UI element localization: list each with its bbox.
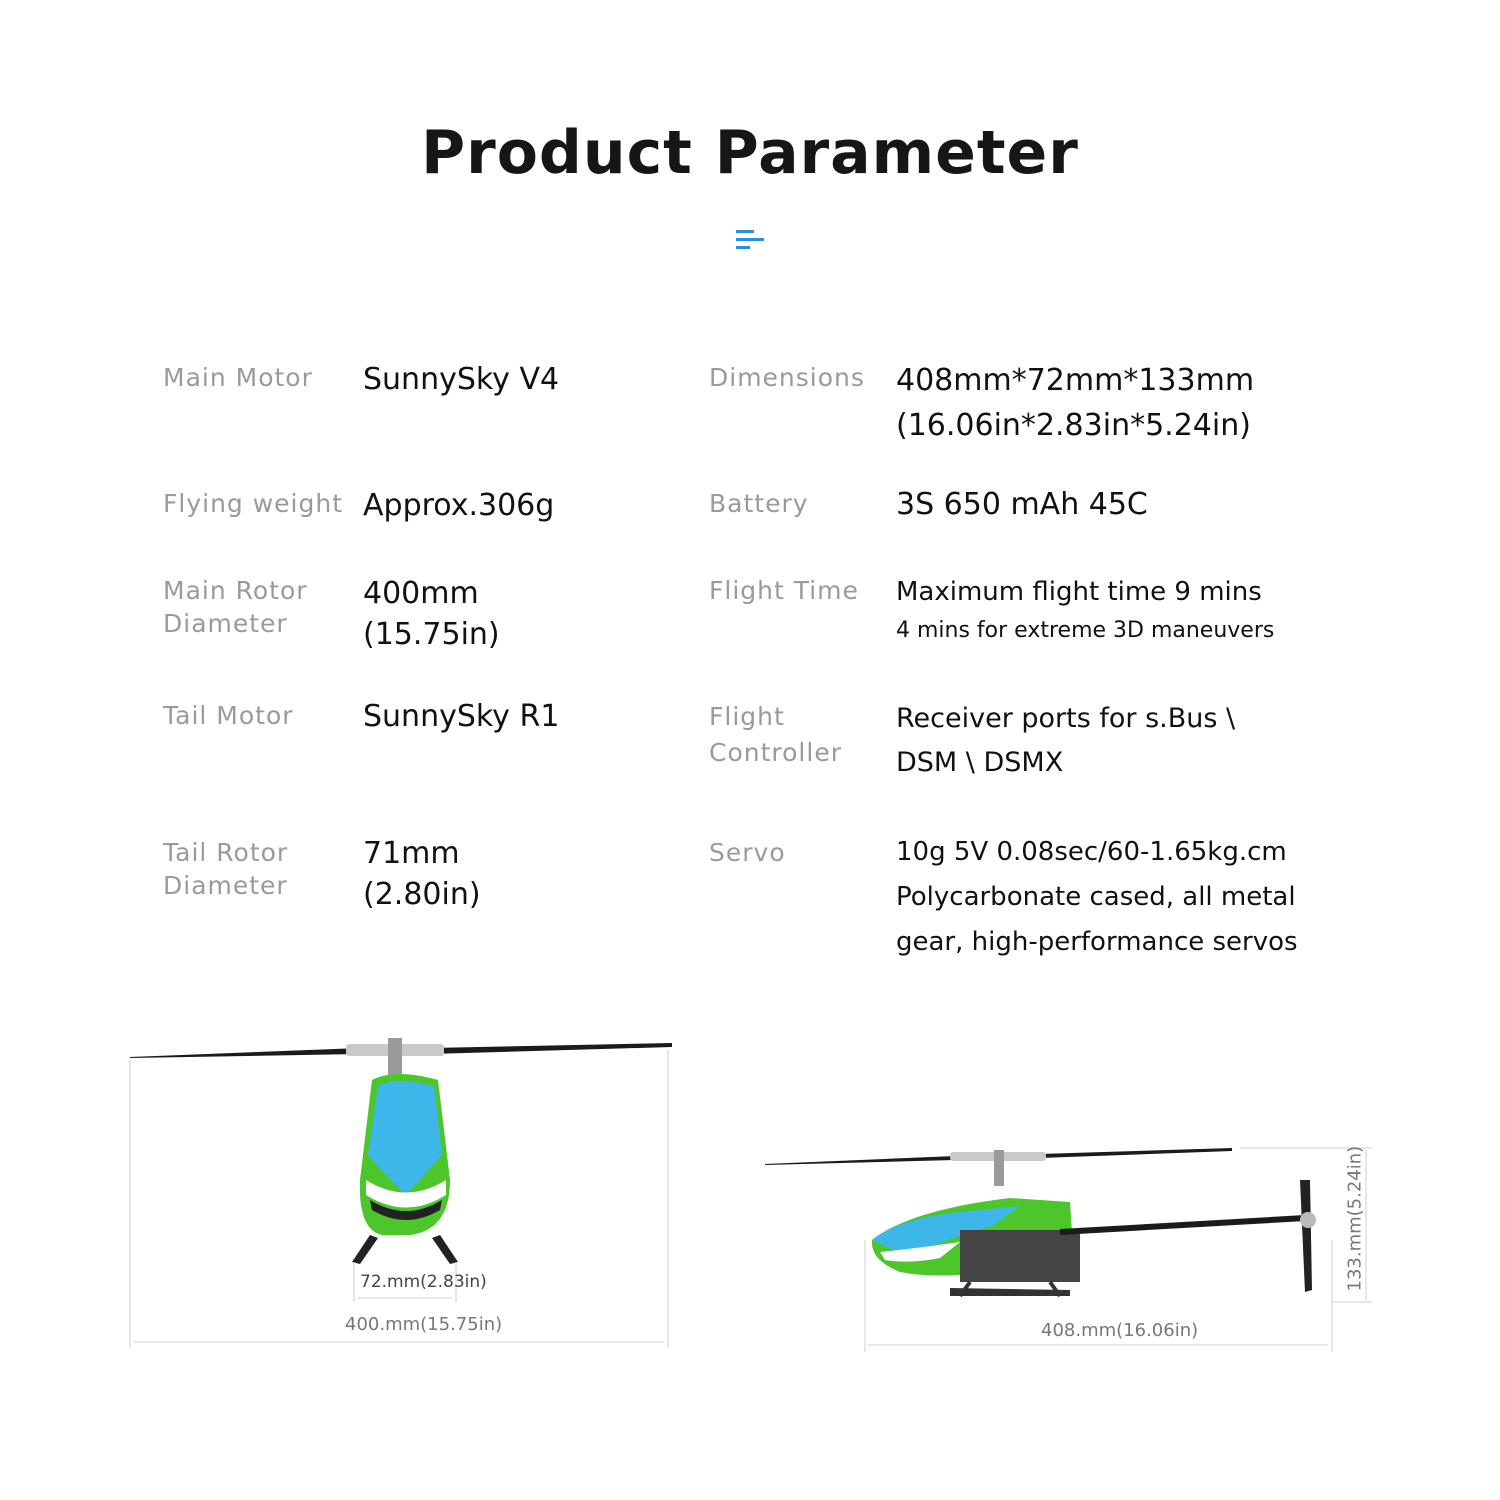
- label-line: Diameter: [163, 871, 288, 900]
- label-line: Controller: [709, 738, 842, 767]
- front-outer-width-label: 400.mm(15.75in): [345, 1314, 503, 1335]
- param-value-flying-weight: Approx.306g: [363, 488, 555, 523]
- value-line: (15.75in): [363, 617, 500, 652]
- param-label-flying-weight: Flying weight: [163, 489, 344, 518]
- param-value-flight-time: [896, 572, 1336, 649]
- label-line: Flight: [709, 702, 785, 731]
- left-aligned-lines-icon: [736, 228, 766, 256]
- value-line: DSM \ DSMX: [896, 747, 1064, 778]
- value-line: (2.80in): [363, 877, 481, 912]
- param-label-servo: Servo: [709, 838, 786, 867]
- value-line: 71mm: [363, 836, 460, 871]
- param-label-dimensions: Dimensions: [709, 363, 865, 392]
- side-length-label: 408.mm(16.06in): [1041, 1320, 1199, 1341]
- param-value-servo: [896, 830, 1336, 965]
- param-value-main-rotor-diameter: [363, 573, 683, 655]
- param-value-flight-controller: [896, 697, 1336, 785]
- param-value-dimensions: [896, 358, 1336, 448]
- param-label-flight-time: Flight Time: [709, 576, 859, 605]
- label-line: Main Rotor: [163, 576, 308, 605]
- front-inner-width-label: 72.mm(2.83in): [360, 1272, 487, 1292]
- label-line: Tail Rotor: [163, 838, 289, 867]
- value-line: 400mm: [363, 576, 479, 611]
- value-line: Polycarbonate cased, all metal: [896, 882, 1296, 912]
- param-label-battery: Battery: [709, 489, 809, 518]
- value-line: 10g 5V 0.08sec/60-1.65kg.cm: [896, 837, 1287, 867]
- param-label-tail-motor: Tail Motor: [163, 701, 294, 730]
- value-line: 4 mins for extreme 3D maneuvers: [896, 618, 1275, 643]
- value-line: Receiver ports for s.Bus \: [896, 703, 1236, 734]
- front-view-helicopter: [120, 1030, 680, 1360]
- page-title: Product Parameter: [421, 118, 1079, 188]
- param-value-battery: 3S 650 mAh 45C: [896, 487, 1148, 522]
- param-label-main-rotor-diameter: [163, 574, 353, 640]
- param-label-tail-rotor-diameter: [163, 836, 353, 902]
- param-label-flight-controller: [709, 699, 879, 771]
- value-line: (16.06in*2.83in*5.24in): [896, 408, 1251, 443]
- value-line: Maximum flight time 9 mins: [896, 577, 1262, 607]
- param-label-main-motor: Main Motor: [163, 363, 313, 392]
- param-value-main-motor: SunnySky V4: [363, 362, 560, 397]
- value-line: gear, high-performance servos: [896, 927, 1298, 957]
- value-line: 408mm*72mm*133mm: [896, 363, 1255, 398]
- param-value-tail-rotor-diameter: [363, 833, 683, 915]
- side-height-label: 133.mm(5.24in): [1344, 1145, 1366, 1292]
- label-line: Diameter: [163, 609, 288, 638]
- param-value-tail-motor: SunnySky R1: [363, 699, 560, 734]
